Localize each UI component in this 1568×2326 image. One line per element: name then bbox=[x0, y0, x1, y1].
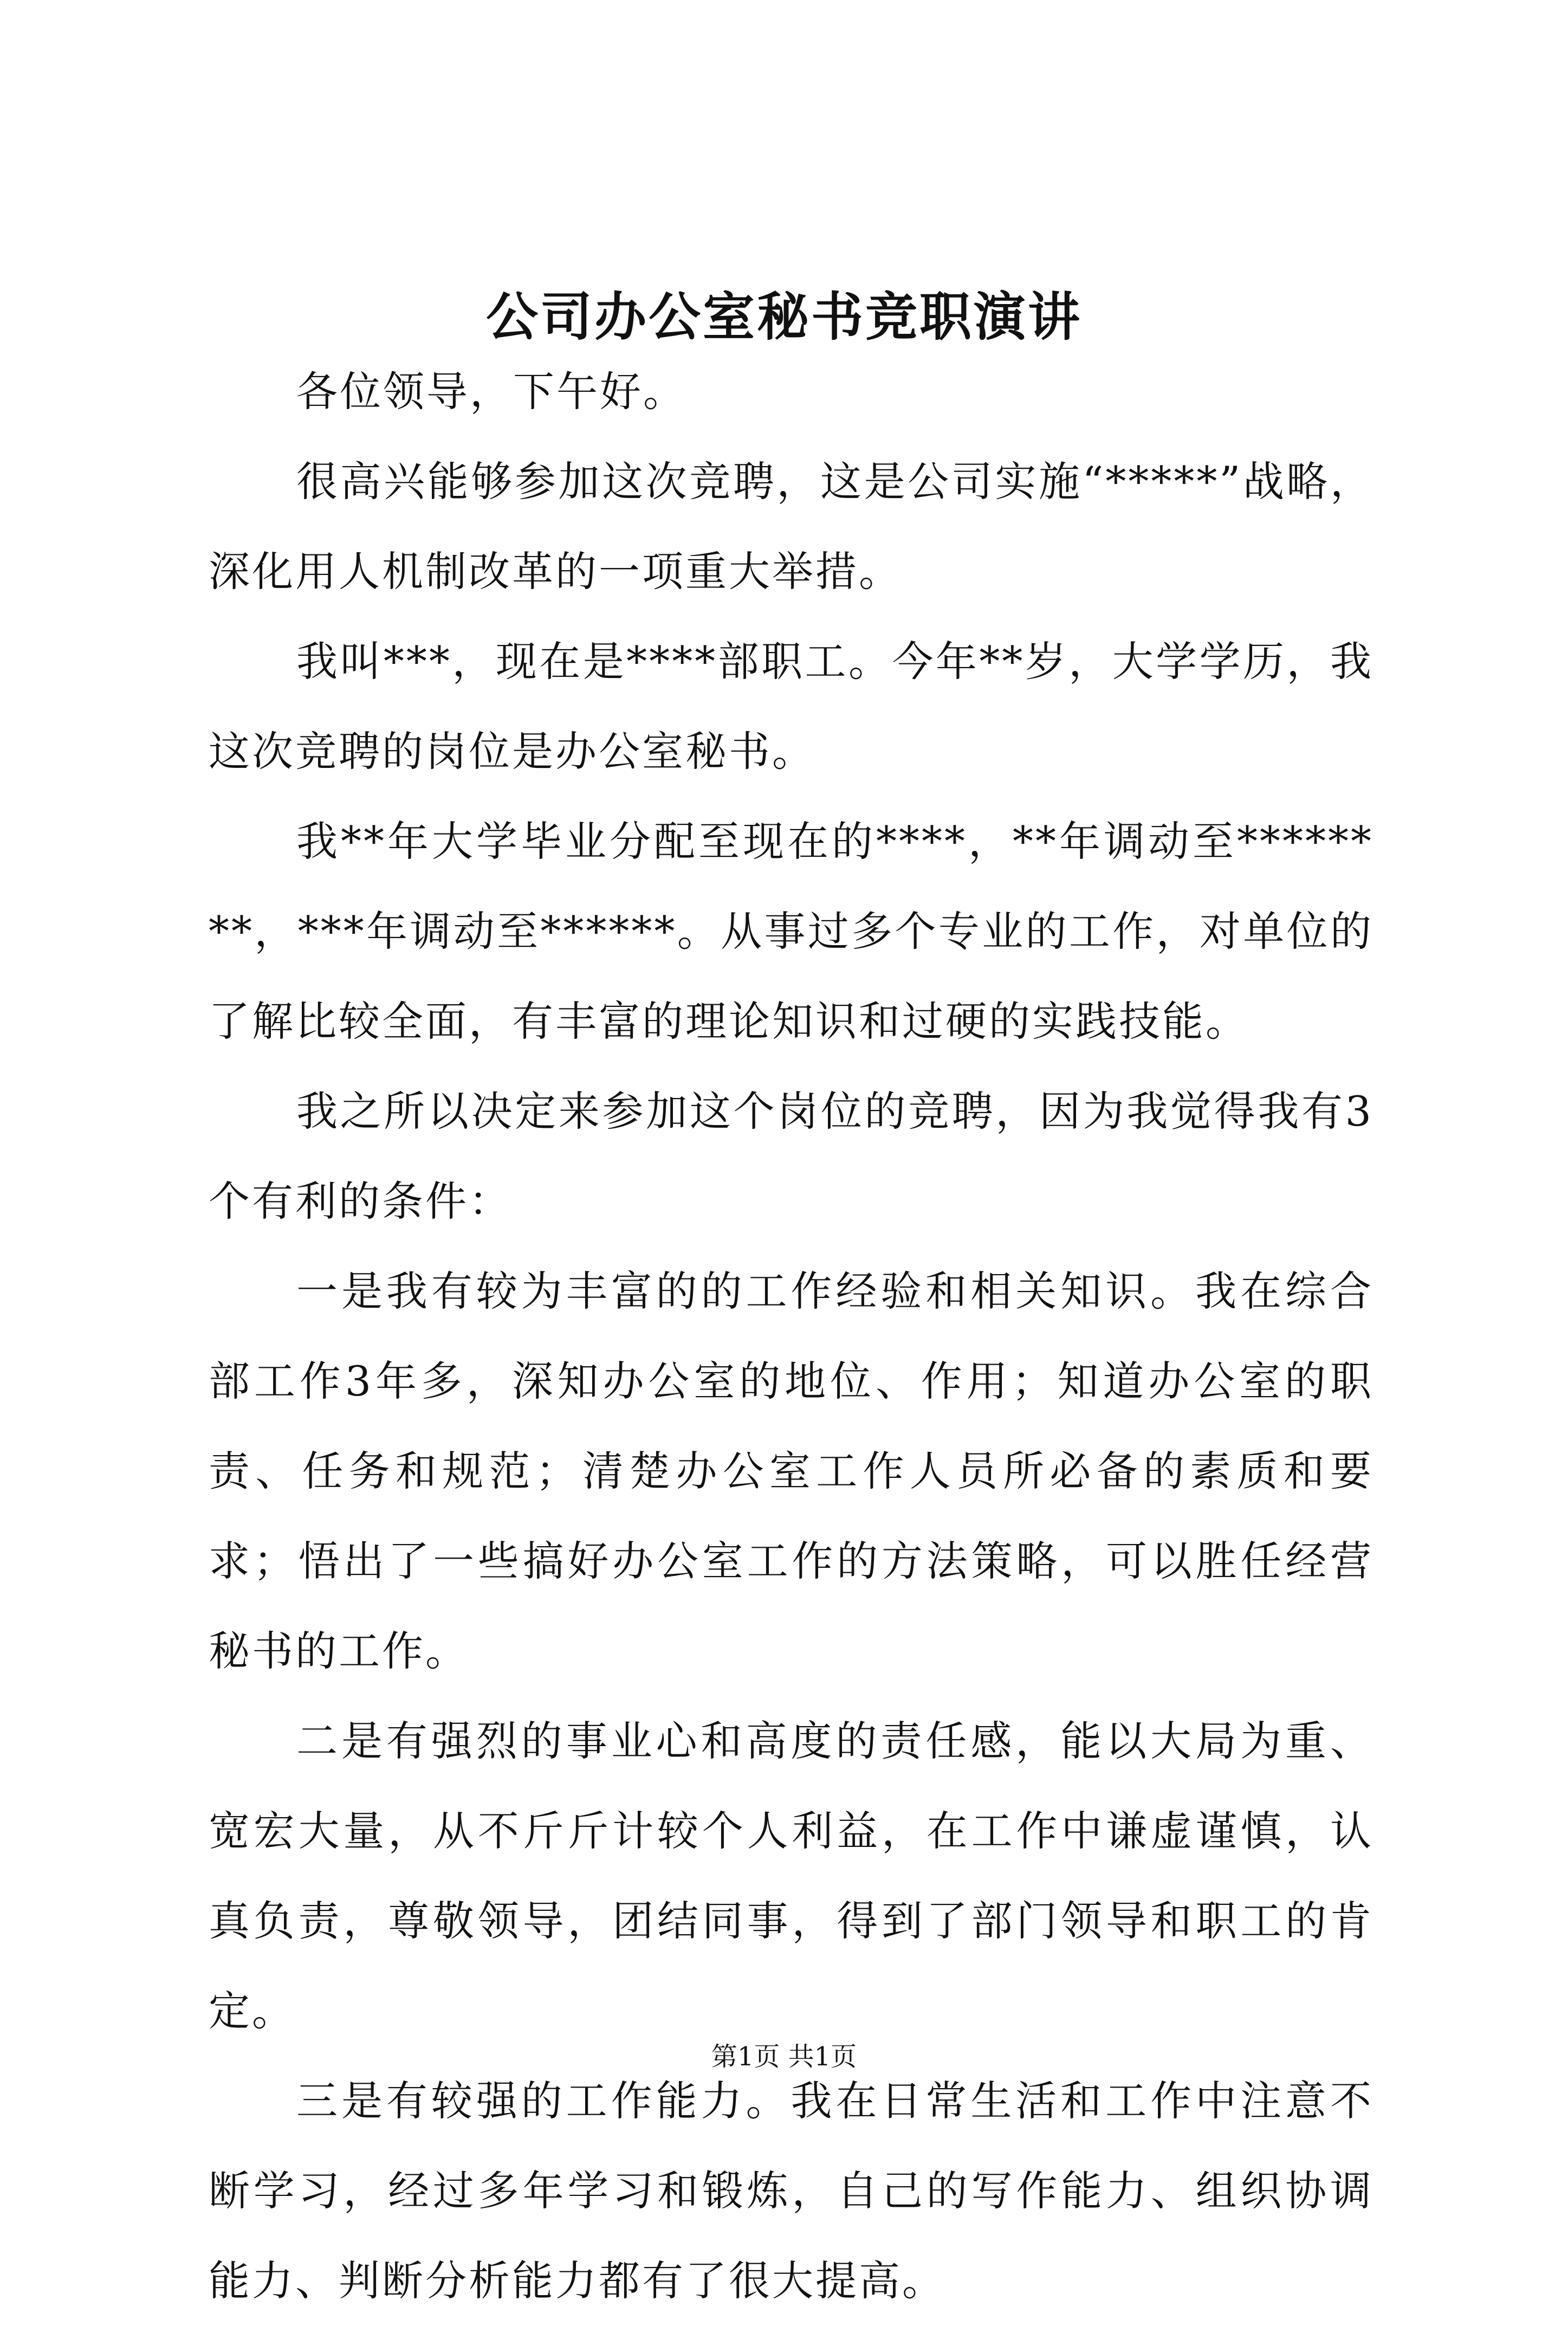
paragraph-self-introduction: 我叫***，现在是****部职工。今年**岁，大学学历，我这次竞聘的岗位是办公室秘书。 bbox=[209, 637, 1373, 776]
paragraph-condition-two: 二是有强烈的事业心和高度的责任感，能以大局为重、宽宏大量，从不斤斤计较个人利益，在工作中谦虚谨慎，认真负责，尊敬领导，团结同事，得到了部门领导和职工的肯定。 bbox=[209, 1717, 1373, 2035]
paragraph-condition-three: 三是有较强的工作能力。我在日常生活和工作中注意不断学习，经过多年学习和锻炼，自己的写作能力、组织协调能力、判断分析能力都有了很大提高。 bbox=[209, 2077, 1373, 2305]
paragraph-greeting: 各位领导，下午好。 bbox=[296, 367, 686, 416]
paragraph-reasons: 我之所以决定来参加这个岗位的竞聘，因为我觉得我有3个有利的条件： bbox=[209, 1087, 1373, 1225]
paragraph-condition-one: 一是我有较为丰富的的工作经验和相关知识。我在综合部工作3年多，深知办公室的地位、作用；知道办公室的职责、任务和规范；清楚办公室工作人员所必备的素质和要求；悟出了一些搞好办公室工作的方法策略，可以胜任经营秘书的工作。 bbox=[209, 1267, 1373, 1675]
page-footer: 第1页 共1页 bbox=[711, 2041, 857, 2072]
document-title: 公司办公室秘书竞职演讲 bbox=[486, 286, 1082, 347]
document-body bbox=[209, 347, 1373, 2326]
paragraph-intro: 很高兴能够参加这次竞聘，这是公司实施“*****”战略，深化用人机制改革的一项重大举措。 bbox=[209, 457, 1373, 596]
paragraph-work-history: 我**年大学毕业分配至现在的****，**年调动至********，***年调动至******。从事过多个专业的工作，对单位的了解比较全面，有丰富的理论知识和过硬的实践技能。 bbox=[209, 817, 1373, 1045]
